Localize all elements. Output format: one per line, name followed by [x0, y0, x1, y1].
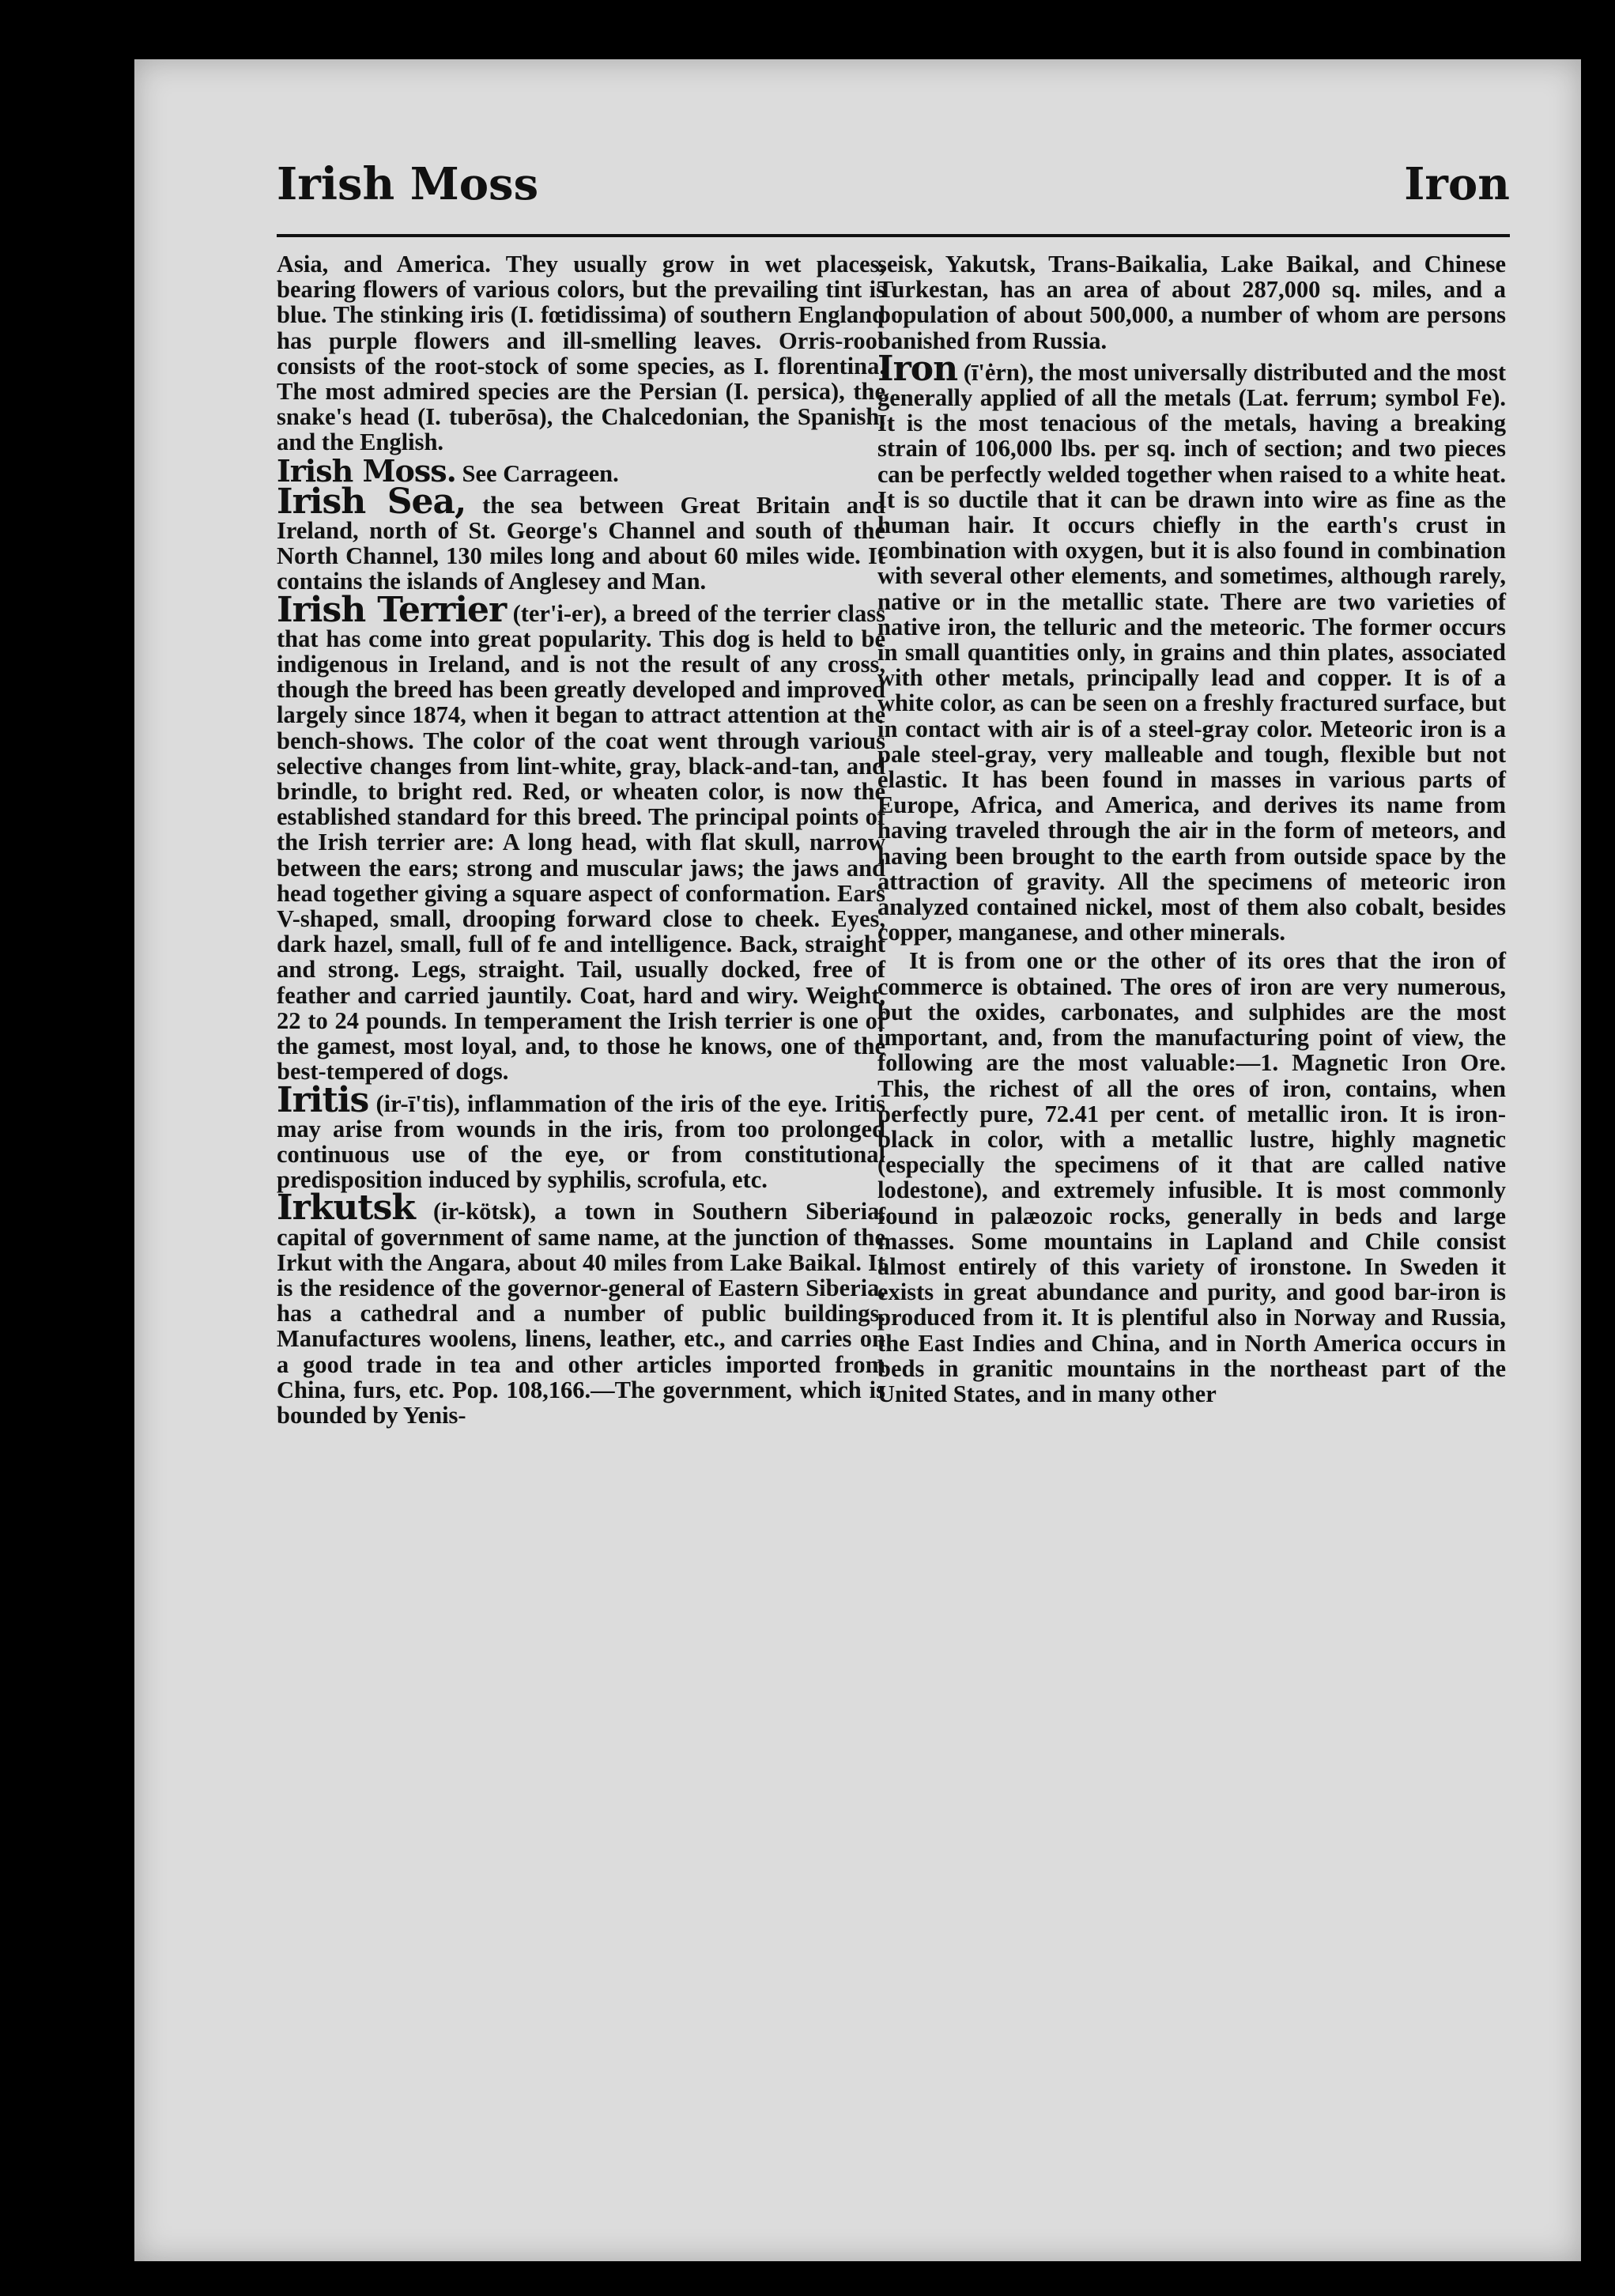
irish-sea-entry: [277, 481, 886, 595]
headword-irkutsk: Irkutsk: [277, 1188, 415, 1229]
header-left-guideword: Irish Moss: [277, 158, 539, 210]
irkutsk-text: (ir-kötsk), a town in Southern Siberia, capital of government of same name, at the junction of the Irkut with the Angara, about 40 miles from Lake Baikal. It is the residence of the governor-general of Eastern Siberia, has a cathedral and a number of public buildings. Manufactures woolens, linens, leather, etc., and carries on a good trade in tea and other articles imported from China, furs, etc. Pop. 108,166.—The government, which is bounded by Yenis-: [277, 1198, 885, 1429]
headword-irish-terrier: Irish Terrier: [277, 589, 507, 630]
irkutsk-entry-continuation: seisk, Yakutsk, Trans-Baikalia, Lake Baikal, and Chinese Turkestan, has an area of about 287,000 sq. miles, and a population of about 500,000, a number of whom are persons banished from Russia.: [877, 251, 1506, 354]
irkutsk-entry: [277, 1188, 885, 1429]
iron-entry: [877, 348, 1507, 946]
iritis-text: (ir-ī'tis), inflammation of the iris of the eye. Iritis may arise from wounds in the iris, from too prolonged continuous use of the eye, or from constitutional predisposition induced by syphilis, scrofula, etc.: [277, 1089, 885, 1194]
irish-terrier-text: (ter'i-er), a breed of the terrier class that has come into great popularity. This dog is held to be indigenous in Ireland, and is not the result of any cross, though the breed has been greatly developed and improved largely since 1874, when it began to attract attention at the bench-shows. The color of the coat went through various selective changes from lint-white, gray, black-and-tan, and brindle, to bright red. Red, or wheaten color, is now the established standard for this breed. The principal points of the Irish terrier are: A long head, with flat skull, narrow between the ears; strong and muscular jaws; the jaws and head together giving a square aspect of conformation. Ears V-shaped, small, drooping forward close to cheek. Eyes, dark hazel, small, full of fe and intelligence. Back, straight and strong. Legs, straight. Tail, usually docked, free of feather and carried jauntily. Coat, hard and wiry. Weight, 22 to 24 pounds. In temperament the Irish terrier is one of the gamest, most loyal, and, to those he knows, one of the best-tempered of dogs.: [277, 599, 886, 1086]
header-rule: [277, 234, 1510, 237]
irish-moss-text: See Carrageen.: [462, 459, 619, 487]
irish-terrier-entry: [277, 589, 886, 1086]
left-column: [277, 251, 885, 1431]
headword-irish-moss: Irish Moss.: [277, 452, 456, 489]
iris-entry-continuation: Asia, and America. They usually grow in wet places, bearing flowers of various colors, but the prevailing tint is blue. The stinking iris (I. fœtidissima) of southern England has purple flowers and ill-smelling leaves. Orris-root consists of the root-stock of some species, as I. florentina. The most admired species are the Persian (I. persica), the snake's head (I. tuberōsa), the Chalcedonian, the Spanish, and the English.: [277, 251, 885, 456]
headword-irish-sea: Irish Sea,: [277, 481, 466, 522]
iron-text: (ī'ėrn), the most universally distributed and the most generally applied of all the metals (Lat. ferrum; symbol Fe). It is the most tenacious of the metals, having a breaking strain of 106,000 lbs. per sq. inch of section; and two pieces can be perfectly welded together when raised to a white heat. It is so ductile that it can be drawn into wire as fine as the human hair. It occurs chiefly in the earth's crust in combination with oxygen, but it is also found in combination with several other elements, and sometimes, although rarely, native or in the metallic state. There are two varieties of native iron, the telluric and the meteoric. The former occurs in small quantities only, in grains and thin plates, associated with other metals, principally lead and copper. It is of a white color, as can be seen on a freshly fractured surface, but in contact with air is of a steel-gray color. Meteoric iron is a pale steel-gray, very malleable and tough, flexible but not elastic. It has been found in masses in various parts of Europe, Africa, and America, and derives its name from having traveled through the air in the form of meteors, and having been brought to the earth from outside space by the attraction of gravity. All the specimens of meteoric iron analyzed contained nickel, most of them also cobalt, besides copper, manganese, and other minerals.: [877, 358, 1507, 946]
iritis-entry: [277, 1079, 885, 1194]
running-header: [277, 150, 1510, 221]
right-column: [877, 251, 1506, 1410]
header-right-guideword: Iron: [1404, 158, 1510, 210]
headword-iron: Iron: [877, 348, 958, 389]
iron-ores-paragraph: It is from one or the other of its ores that the iron of commerce is obtained. The ores of iron are very numerous, but the oxides, carbonates, and sulphides are the most important, and, from the manufacturing point of view, the following are the most valuable:—1. Magnetic Iron Ore. This, the richest of all the ores of iron, contains, when perfectly pure, 72.41 per cent. of metallic iron. It is iron-black in color, with a metallic lustre, highly magnetic (especially the specimens of it that are called native lodestone), and extremely infusible. It is most commonly found in palæozoic rocks, generally in beds and large masses. Some mountains in Lapland and Chile consist almost entirely of this variety of ironstone. In Sweden it exists in great abundance and purity, and good bar-iron is produced from it. It is plentiful also in Norway and Russia, the East Indies and China, and in North America occurs in beds in granitic mountains in the northeast part of the United States, and in many other: [877, 947, 1506, 1407]
headword-iritis: Iritis: [277, 1079, 369, 1120]
irish-sea-text: the sea between Great Britain and Ireland, north of St. George's Channel and south of the North Channel, 130 miles long and about 60 miles wide. It contains the islands of Anglesey and Man.: [277, 491, 886, 595]
